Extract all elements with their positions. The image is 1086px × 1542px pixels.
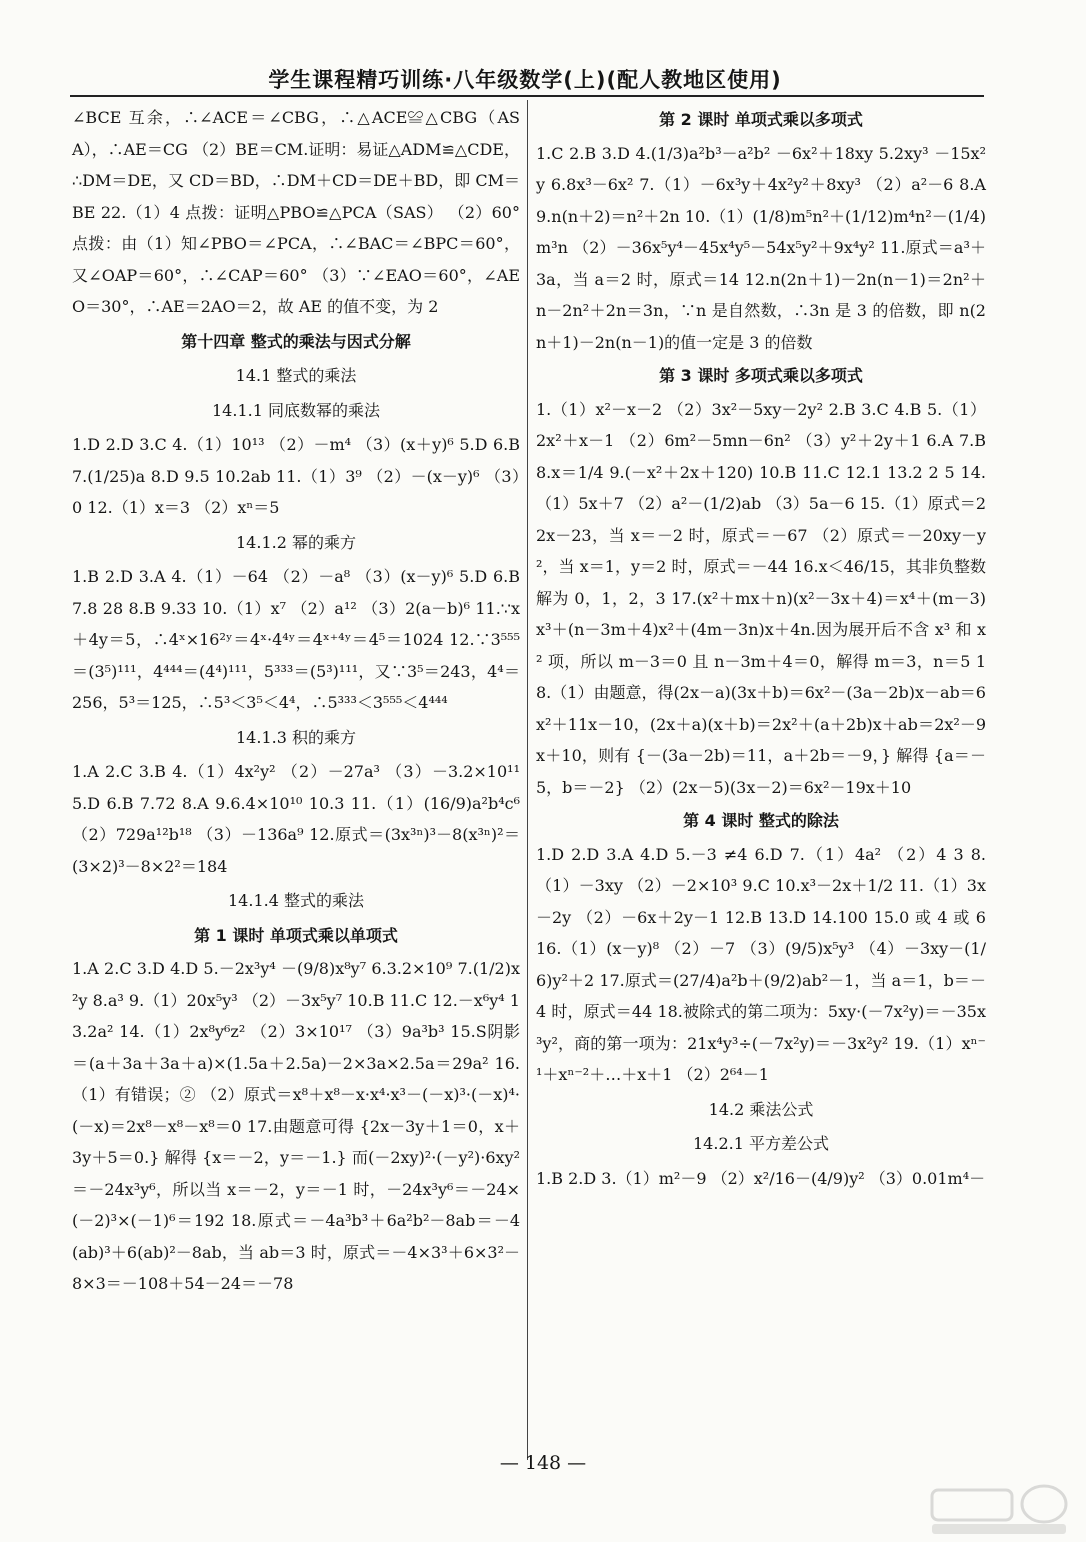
answer-block: 1.A 2.C 3.B 4.（1）4x²y² （2）－27a³ （3）－3.2×10¹¹ 5.D 6.B 7.72 8.A 9.6.4×10¹⁰ 10.3 11.（1）(16/9)a²b⁴c⁶ （2）729a¹²b¹⁸ （3）－136a⁹ 12.原式＝(3x³ⁿ)³－8(x³ⁿ)²＝(3×2)³－8×2²＝184 (72, 762, 520, 876)
chapter-title: 第十四章 整式的乘法与因式分解 (181, 331, 411, 351)
subsection-title: 14.2.1 平方差公式 (693, 1134, 829, 1153)
lesson-title: 第 2 课时 单项式乘以多项式 (659, 110, 863, 129)
answer-block: 1.A 2.C 3.D 4.D 5.－2x³y⁴ －(9/8)x⁸y⁷ 6.3.2×10⁹ 7.(1/2)x²y 8.a³ 9.（1）20x⁵y³ （2）－3x⁵y⁷ 10.B 11.C 12.－x⁶y⁴ 13.2a² 14.（1）2x⁸y⁶z² （2）3×10¹⁷ （3）9a³b³ 15.S阴影＝(a＋3a＋3a＋a)×(1.5a＋2.5a)－2×3a×2.5a＝29a² 16.（1）有错误；② （2）原式＝x⁸＋x⁸－x·x⁴·x³－(－x)³·(－x)⁴·(－x)＝2x⁸－x⁸－x⁸＝0 17.由题意可得 {2x－3y＋1＝0，x＋3y＋5＝0.} 解得 {x＝－2，y＝－1.} 而(－2xy)²·(－y²)·6xy²＝－24x³y⁶，所以当 x＝－2，y＝－1 时，－24x³y⁶＝－24×(－2)³×(－1)⁶＝192 18.原式＝－4a³b³＋6a²b²－8ab＝－4(ab)³＋6(ab)²－8ab，当 ab＝3 时，原式＝－4×3³＋6×3²－8×3＝－108＋54－24＝－78 (72, 959, 520, 1293)
answer-block: 1.（1）x²－x－2 （2）3x²－5xy－2y² 2.B 3.C 4.B 5.（1）2x²＋x－1 （2）6m²－5mn－6n² （3）y²＋2y＋1 6.A 7.B 8.x＝1/4 9.(－x²＋2x＋120) 10.B 11.C 12.1 13.2 2 5 14.（1）5x＋7 （2）a²－(1/2)ab （3）5a－6 15.（1）原式＝22x－23，当 x＝－2 时，原式＝－67 （2）原式＝－20xy－y²，当 x＝1，y＝2 时，原式＝－44 16.x＜46/15，其非负整数解为 0，1，2，3 17.(x²＋mx＋n)(x²－3x＋4)＝x⁴＋(m－3)x³＋(n－3m＋4)x²＋(4m－3n)x＋4n.因为展开后不含 x³ 和 x² 项，所以 m－3＝0 且 n－3m＋4＝0，解得 m＝3，n＝5 18.（1）由题意，得(2x－a)(3x＋b)＝6x²－(3a－2b)x－ab＝6x²＋11x－10，(2x＋a)(x＋b)＝2x²＋(a＋2b)x＋ab＝2x²－9x＋10，则有 {－(3a－2b)＝11，a＋2b＝－9，} 解得 {a＝－5，b＝－2} （2）(2x－5)(3x－2)＝6x²－19x＋10 (536, 399, 986, 797)
section-title: 14.2 乘法公式 (708, 1099, 814, 1119)
right-column (536, 102, 986, 1194)
page-number: — 148 — (499, 1452, 587, 1474)
column-divider (527, 100, 528, 1460)
answer-block: 1.B 2.D 3.（1）m²－9 （2）x²/16－(4/9)y² （3）0.01m⁴－ (536, 1168, 986, 1188)
answer-block: 1.D 2.D 3.C 4.（1）10¹³ （2）－m⁴ （3）(x＋y)⁶ 5.D 6.B 7.(1/25)a 8.D 9.5 10.2ab 11.（1）3⁹ （2）－(x－y)⁶ （3）0 12.（1）x＝3 （2）xⁿ＝5 (72, 435, 520, 517)
watermark-logo-icon (924, 1482, 1074, 1538)
subsection-title: 14.1.1 同底数幂的乘法 (212, 400, 380, 420)
subsection-title: 14.1.4 整式的乘法 (228, 891, 364, 910)
answer-block: 1.B 2.D 3.A 4.（1）－64 （2）－a⁸ （3）(x－y)⁶ 5.D 6.B 7.8 28 8.B 9.33 10.（1）x⁷ （2）a¹² （3）2(a－b)⁶ 11.∵x＋4y＝5，∴4ˣ×16²ʸ＝4ˣ·4⁴ʸ＝4ˣ⁺⁴ʸ＝4⁵＝1024 12.∵3⁵⁵⁵＝(3⁵)¹¹¹，4⁴⁴⁴＝(4⁴)¹¹¹，5³³³＝(5³)¹¹¹，又∵3⁵＝243，4⁴＝256，5³＝125，∴5³＜3⁵＜4⁴，∴5³³³＜3⁵⁵⁵＜4⁴⁴⁴ (72, 567, 520, 712)
left-column (72, 102, 520, 1300)
subsection-title: 14.1.2 幂的乘方 (236, 532, 356, 552)
page-header: 学生课程精巧训练·八年级数学(上)(配人教地区使用) (268, 68, 782, 92)
answer-continuation: ∠BCE 互余，∴∠ACE＝∠CBG，∴△ACE≌△CBG（ASA），∴AE＝CG （2）BE＝CM.证明：易证△ADM≌△CDE，∴DM＝DE，又 CD＝BD，∴DM＋CD＝DE＋BD，即 CM＝BE 22.（1）4 点拨：证明△PBO≌△PCA（SAS） （2）60° 点拨：由（1）知∠PBO＝∠PCA，∴∠BAC＝∠BPC＝60°，又∠OAP＝60°，∴∠CAP＝60° （3）∵∠EAO＝60°，∠AEO＝30°，∴AE＝2AO＝2，故 AE 的值不变，为 2 (72, 108, 520, 316)
header-rule (70, 95, 984, 97)
lesson-title: 第 1 课时 单项式乘以单项式 (194, 925, 398, 945)
section-title: 14.1 整式的乘法 (235, 366, 357, 385)
lesson-title: 第 4 课时 整式的除法 (683, 811, 839, 830)
lesson-title: 第 3 课时 多项式乘以多项式 (659, 366, 863, 385)
answer-block: 1.C 2.B 3.D 4.(1/3)a²b³－a²b² －6x²＋18xy 5.2xy³ －15x²y 6.8x³－6x² 7.（1）－6x³y＋4x²y²＋8xy³ （2）a²－6 8.A 9.n(n＋2)＝n²＋2n 10.（1）(1/8)m⁵n²＋(1/12)m⁴n²－(1/4)m³n （2）－36x⁵y⁴－45x⁴y⁵－54x⁵y²＋9x⁴y² 11.原式＝a³＋3a，当 a＝2 时，原式＝14 12.n(2n＋1)－2n(n－1)＝2n²＋n－2n²＋2n＝3n，∵n 是自然数，∴3n 是 3 的倍数，即 n(2n＋1)－2n(n－1)的值一定是 3 的倍数 (536, 143, 986, 352)
answer-block: 1.D 2.D 3.A 4.D 5.－3 ≠4 6.D 7.（1）4a² （2）4 3 8.（1）－3xy （2）－2×10³ 9.C 10.x³－2x＋1/2 11.（1）3x－2y （2）－6x＋2y－1 12.B 13.D 14.100 15.0 或 4 或 6 16.（1）(x－y)⁸ （2）－7 （3）(9/5)x⁵y³ （4）－3xy－(1/6)y²＋2 17.原式＝(27/4)a²b＋(9/2)ab²－1，当 a＝1，b＝－4 时，原式＝44 18.被除式的第二项为：5xy·(－7x²y)＝－35x³y²，商的第一项为：21x⁴y³÷(－7x²y)＝－3x²y² 19.（1）xⁿ⁻¹＋xⁿ⁻²＋…＋x＋1 （2）2⁶⁴－1 (536, 844, 986, 1084)
subsection-title: 14.1.3 积的乘方 (236, 727, 356, 747)
